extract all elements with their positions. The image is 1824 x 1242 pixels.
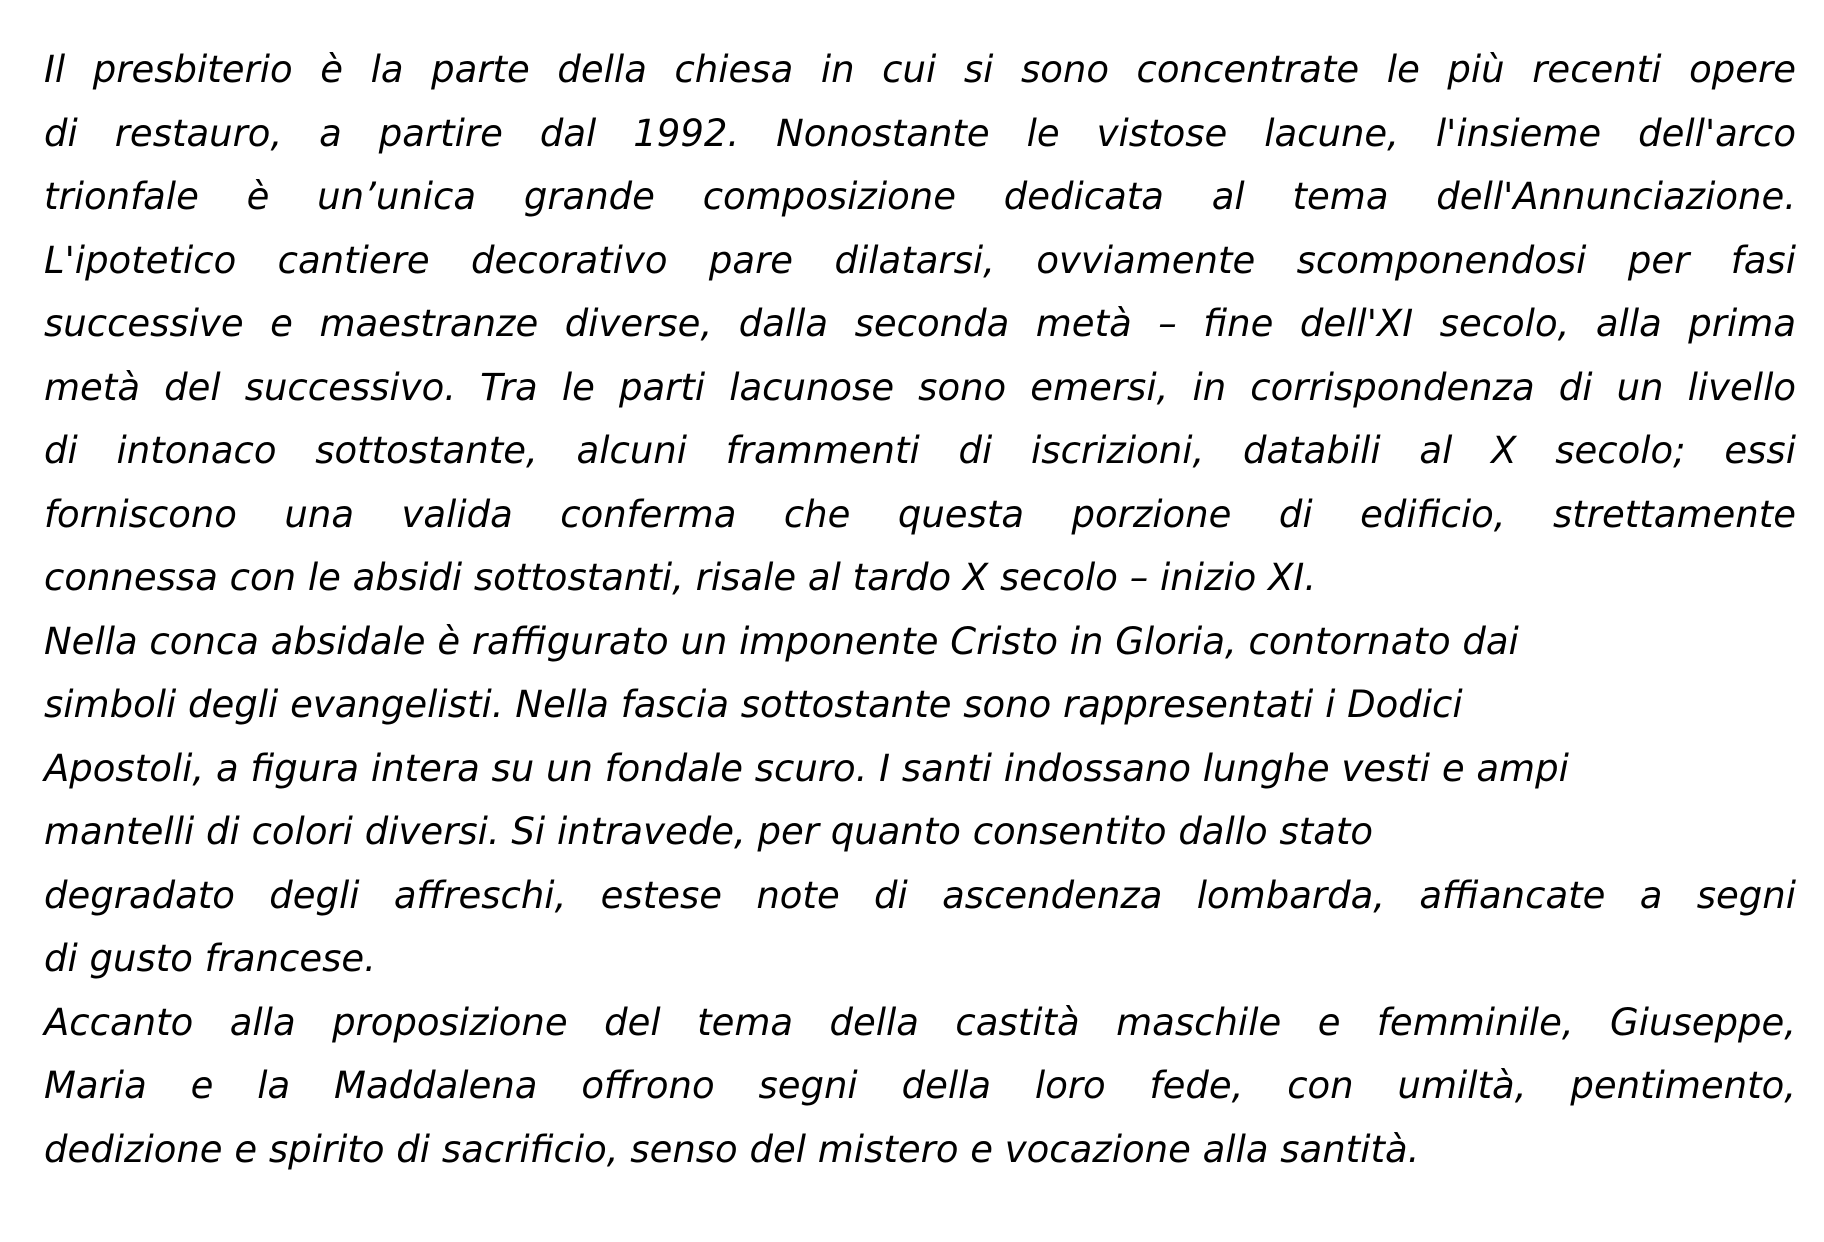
text-line: simboli degli evangelisti. Nella fascia sottostante sono rappresentati i Dodici xyxy=(44,683,1463,726)
text-line: Maria e la Maddalena offrono segni della loro fede, con umiltà, pentimento, xyxy=(44,1064,1796,1107)
paragraph-conca-absidale xyxy=(44,610,1796,991)
text-line: successive e maestranze diverse, dalla seconda metà – fine dell'XI secolo, alla prima xyxy=(44,302,1796,345)
text-line: dedizione e spirito di sacrificio, senso del mistero e vocazione alla santità. xyxy=(44,1127,1420,1171)
text-line: Nella conca absidale è raffigurato un imponente Cristo in Gloria, contornato dai xyxy=(44,619,1519,663)
text-line: degradato degli affreschi, estese note di ascendenza lombarda, affiancate a segni xyxy=(44,873,1796,917)
text-line: di gusto francese. xyxy=(44,937,376,980)
paragraph-presbiterio xyxy=(44,38,1796,610)
text-line: di restauro, a partire dal 1992. Nonostante le vistose lacune, l'insieme dell'arco xyxy=(44,111,1796,155)
paragraph-castita xyxy=(44,991,1796,1182)
text-line: trionfale è un’unica grande composizione dedicata al tema dell'Annunciazione. xyxy=(44,175,1796,218)
text-line: Accanto alla proposizione del tema della castità maschile e femminile, Giuseppe, xyxy=(44,1000,1796,1044)
text-line: di intonaco sottostante, alcuni frammenti di iscrizioni, databili al X secolo; essi xyxy=(44,429,1796,472)
body-text xyxy=(44,38,1796,1181)
text-line: mantelli di colori diversi. Si intravede, per quanto consentito dallo stato xyxy=(44,810,1374,853)
text-line: metà del successivo. Tra le parti lacunose sono emersi, in corrispondenza di un livello xyxy=(44,365,1796,409)
text-line: forniscono una valida conferma che questa porzione di edificio, strettamente xyxy=(44,492,1796,536)
text-line: L'ipotetico cantiere decorativo pare dilatarsi, ovviamente scomponendosi per fasi xyxy=(44,238,1796,282)
text-line: connessa con le absidi sottostanti, risale al tardo X secolo – inizio XI. xyxy=(44,556,1317,599)
text-line: Il presbiterio è la parte della chiesa in cui si sono concentrate le più recenti opere xyxy=(44,48,1796,91)
text-line: Apostoli, a figura intera su un fondale scuro. I santi indossano lunghe vesti e ampi xyxy=(44,746,1569,790)
